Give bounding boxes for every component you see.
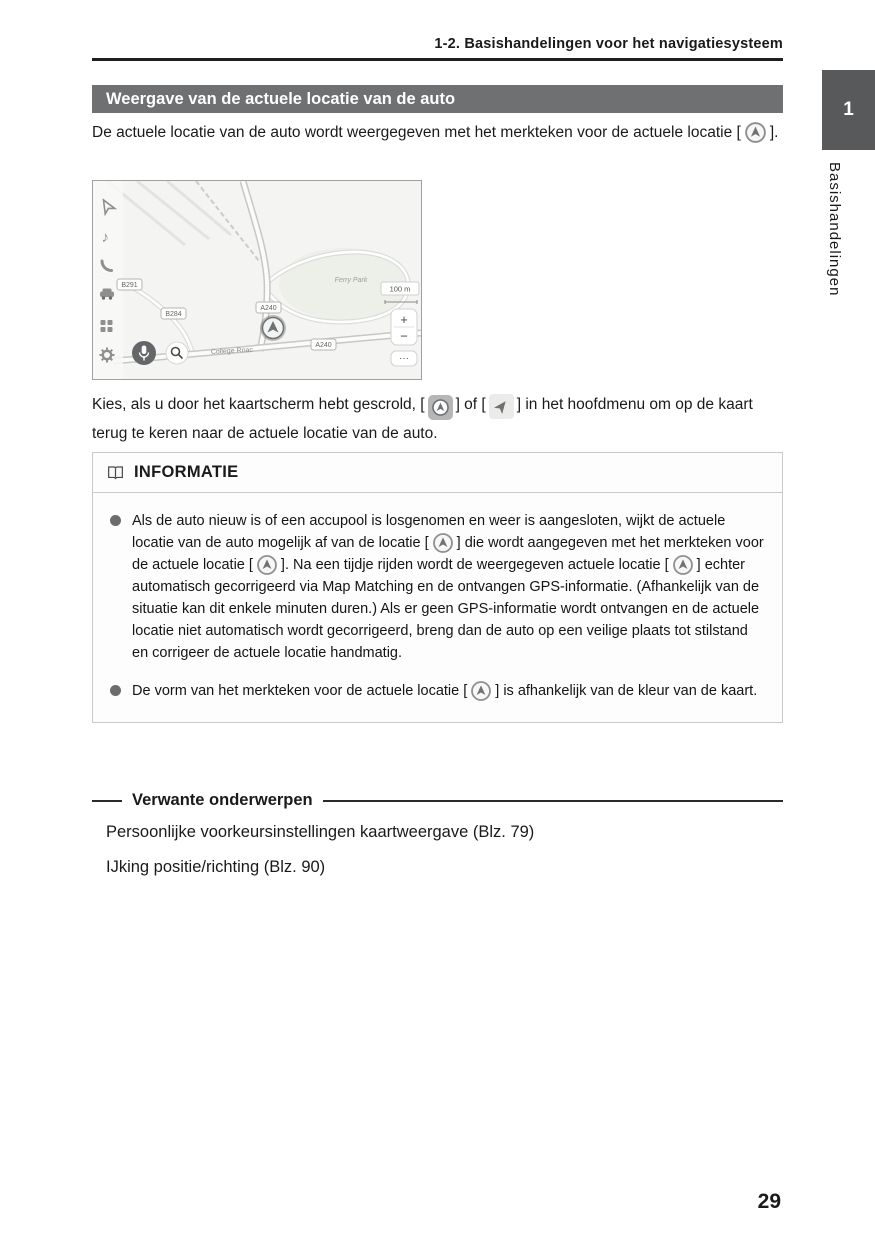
info-bullet-1 (109, 510, 766, 664)
chapter-side-label: Basishandelingen (826, 162, 843, 297)
svg-text:A240: A240 (315, 342, 332, 349)
info-bullet-1-text-3: ]. Na een tijdje rijden wordt de weergegeven actuele locatie [ (280, 557, 669, 573)
svg-text:B291: B291 (121, 282, 138, 289)
intro-text-2: ]. (769, 124, 779, 141)
related-topics-title: Verwante onderwerpen (132, 791, 313, 809)
information-book-icon (106, 463, 125, 482)
bullet-dot (110, 515, 121, 526)
search-button (166, 342, 188, 364)
zoom-in-button: + (400, 312, 408, 327)
info-bullet-2-text-1: De vorm van het merkteken voor de actuele locatie [ (132, 683, 468, 699)
current-location-marker-icon (470, 680, 492, 702)
current-location-marker (260, 315, 286, 341)
info-bullet-2 (109, 680, 766, 702)
bullet-dot (110, 685, 121, 696)
current-location-marker-icon (672, 554, 694, 576)
zoom-out-button: − (400, 328, 408, 344)
related-topic-item: Persoonlijke voorkeursinstellingen kaartweergave (Blz. 79) (106, 823, 535, 841)
svg-text:···: ··· (399, 353, 409, 364)
scroll-note-paragraph (92, 391, 792, 447)
current-location-marker-icon (256, 554, 278, 576)
zoom-controls (391, 309, 417, 345)
related-topic-item: IJking positie/richting (Blz. 90) (106, 858, 326, 876)
road-badge-a240-lower (311, 339, 336, 350)
header-rule (92, 58, 783, 61)
more-options-button (391, 351, 417, 366)
information-box-body (93, 493, 782, 722)
info-bullet-1-text-2: ] die wordt aangegeven met het merkteken voor de actuele locatie [ (132, 535, 764, 573)
music-icon: ♪ (101, 229, 109, 246)
intro-text-1: De actuele locatie van de auto wordt weergegeven met het merkteken voor de actuele locatie [ (92, 124, 741, 141)
road-badge-a240-upper (256, 302, 281, 313)
heading-rule-right (323, 800, 783, 802)
section-title-bar: Weergave van de actuele locatie van de auto (92, 85, 783, 113)
info-bullet-2-text-2: ] is afhankelijk van de kleur van de kaart. (495, 683, 758, 699)
microphone-button (132, 341, 156, 365)
scroll-note-text-3: ] in het hoofdmenu om op de kaart terug te keren naar de actuele locatie van de auto. (92, 396, 753, 442)
heading-arrow-icon (489, 394, 514, 419)
page-number: 29 (757, 1190, 781, 1213)
information-box-title-row (93, 453, 782, 493)
info-bullet-1-text-1: Als de auto nieuw is of een accupool is losgenomen en weer is aangesloten, wijkt de actuele locatie van de auto mogelijk af van de locatie [ (132, 513, 726, 551)
chapter-number-tab: 1 (822, 70, 875, 150)
heading-rule-left (92, 800, 122, 802)
street-name-label: College Roac (210, 346, 254, 356)
park-name-label: Ferry Park (334, 277, 368, 284)
road-badge-b291 (117, 279, 142, 290)
nav-system-map-screenshot (92, 180, 422, 380)
svg-text:100 m: 100 m (389, 284, 411, 294)
scroll-note-text-2: ] of [ (455, 396, 486, 413)
road-badge-b284 (161, 308, 186, 319)
information-box-title: INFORMATIE (134, 463, 239, 481)
svg-text:A240: A240 (260, 305, 277, 312)
svg-text:B284: B284 (165, 311, 182, 318)
current-location-marker-icon (744, 121, 767, 144)
breadcrumb: 1-2. Basishandelingen voor het navigatiesysteem (434, 36, 783, 52)
information-box (92, 452, 783, 723)
related-topics-heading (92, 791, 783, 810)
current-location-marker-icon (432, 532, 454, 554)
recenter-map-button-icon (428, 395, 453, 420)
scroll-note-text-1: Kies, als u door het kaartscherm hebt gescrold, [ (92, 396, 425, 413)
info-bullet-1-text-4: ] echter automatisch gecorrigeerd via Map Matching en de ontvangen GPS-informatie. (Afhankelijk van de situatie kan dit enkele minuten duren.) Als er geen GPS-informatie wordt ontvangen en de actuele locatie niet automatisch wordt gecorrigeerd, breng dan de auto op een veilige plaats tot stilstand en corrigeer de actuele locatie handmatig. (132, 557, 760, 661)
intro-paragraph (92, 116, 792, 149)
